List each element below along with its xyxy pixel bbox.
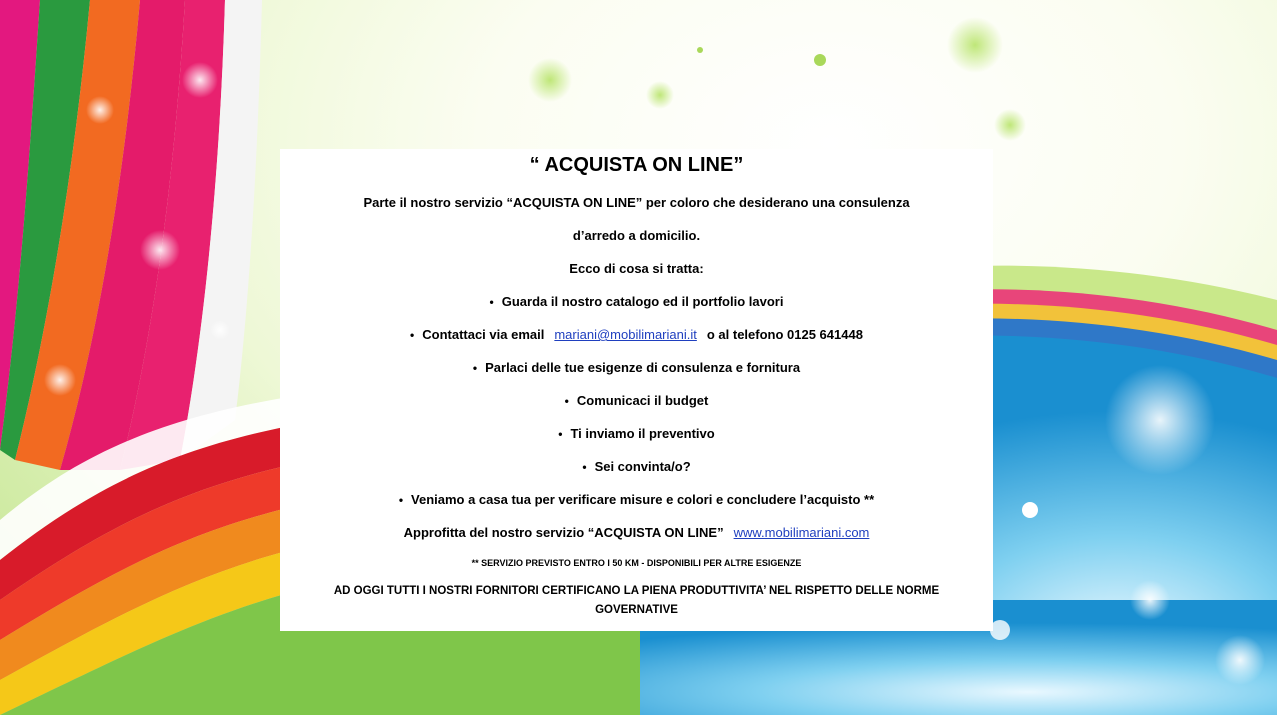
website-link[interactable]: www.mobilimariani.com	[733, 525, 870, 540]
steps-heading: Ecco di cosa si tratta:	[569, 261, 704, 276]
step-2-prefix: Contattaci via email	[422, 327, 545, 342]
bullet-icon: •	[472, 361, 478, 375]
step-5-text: Ti inviamo il preventivo	[570, 426, 715, 441]
step-2-suffix: o al telefono 0125 641448	[706, 327, 863, 342]
bullet-icon: •	[582, 460, 587, 474]
intro-line-2: d’arredo a domicilio.	[572, 228, 701, 243]
notice-line-2: GOVERNATIVE	[595, 604, 678, 616]
list-item	[280, 393, 993, 409]
step-3-text: Parlaci delle tue esigenze di consulenza e fornitura	[485, 360, 801, 375]
list-item	[280, 327, 993, 343]
bullet-icon: •	[398, 493, 404, 507]
cta-line	[280, 525, 993, 541]
page-title: “ ACQUISTA ON LINE”	[529, 154, 744, 176]
intro-line-1: Parte il nostro servizio “ACQUISTA ON LINE” per coloro che desiderano una consulenza	[363, 195, 910, 210]
list-item	[280, 426, 993, 442]
info-card	[280, 149, 993, 631]
bullet-icon: •	[489, 295, 494, 309]
list-item	[280, 492, 993, 508]
step-7-text: Veniamo a casa tua per verificare misure e colori e concludere l’acquisto **	[411, 492, 875, 507]
bullet-icon: •	[558, 427, 563, 441]
list-item	[280, 360, 993, 376]
step-4-text: Comunicaci il budget	[576, 393, 709, 408]
bullet-icon: •	[564, 394, 569, 408]
bullet-icon: •	[410, 328, 415, 342]
step-6-text: Sei convinta/o?	[594, 459, 691, 474]
cta-text: Approfitta del nostro servizio “ACQUISTA ON LINE”	[403, 525, 724, 540]
notice-line-1: AD OGGI TUTTI I NOSTRI FORNITORI CERTIFICANO LA PIENA PRODUTTIVITA’ NEL RISPETTO DELLE NORME	[333, 585, 940, 597]
list-item	[280, 294, 993, 310]
step-1-text: Guarda il nostro catalogo ed il portfolio lavori	[501, 294, 784, 309]
list-item	[280, 459, 993, 475]
email-link[interactable]: mariani@mobilimariani.it	[554, 327, 697, 342]
footnote: ** SERVIZIO PREVISTO ENTRO I 50 KM - DISPONIBILI PER ALTRE ESIGENZE	[471, 558, 802, 568]
